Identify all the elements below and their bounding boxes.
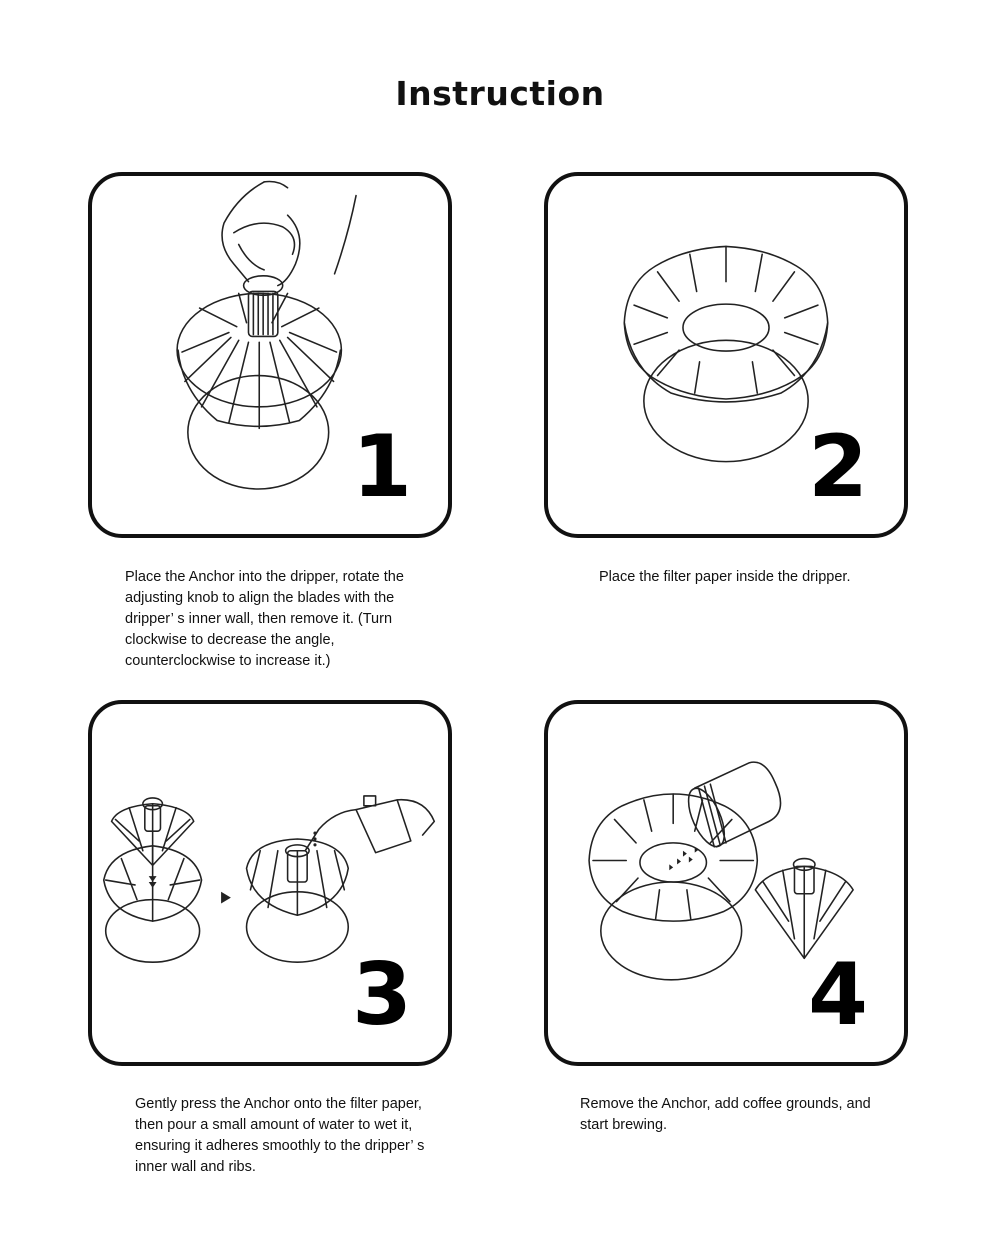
step-4-panel <box>544 700 908 1066</box>
page-title: Instruction <box>395 74 605 113</box>
step-1-caption: Place the Anchor into the dripper, rotate the adjusting knob to align the blades with the dripper’ s inner wall, then remove it. (Turn clockwise to decrease the angle, counterclockwise to increase it.) <box>125 569 404 669</box>
step-1-number: 1 <box>352 417 412 517</box>
step-1-panel <box>88 172 452 538</box>
step-3-caption: Gently press the Anchor onto the filter paper, then pour a small amount of water to wet it, ensuring it adheres smoothly to the dripper’ s inner wall and ribs. <box>135 1096 425 1175</box>
step-2-caption: Place the filter paper inside the dripper. <box>599 569 851 585</box>
step-2-panel <box>544 172 908 538</box>
step-4-caption: Remove the Anchor, add coffee grounds, and start brewing. <box>580 1096 871 1133</box>
step-3-number: 3 <box>352 945 412 1045</box>
step-4-number: 4 <box>808 945 868 1045</box>
step-3-panel <box>88 700 452 1066</box>
step-2-number: 2 <box>808 417 868 517</box>
